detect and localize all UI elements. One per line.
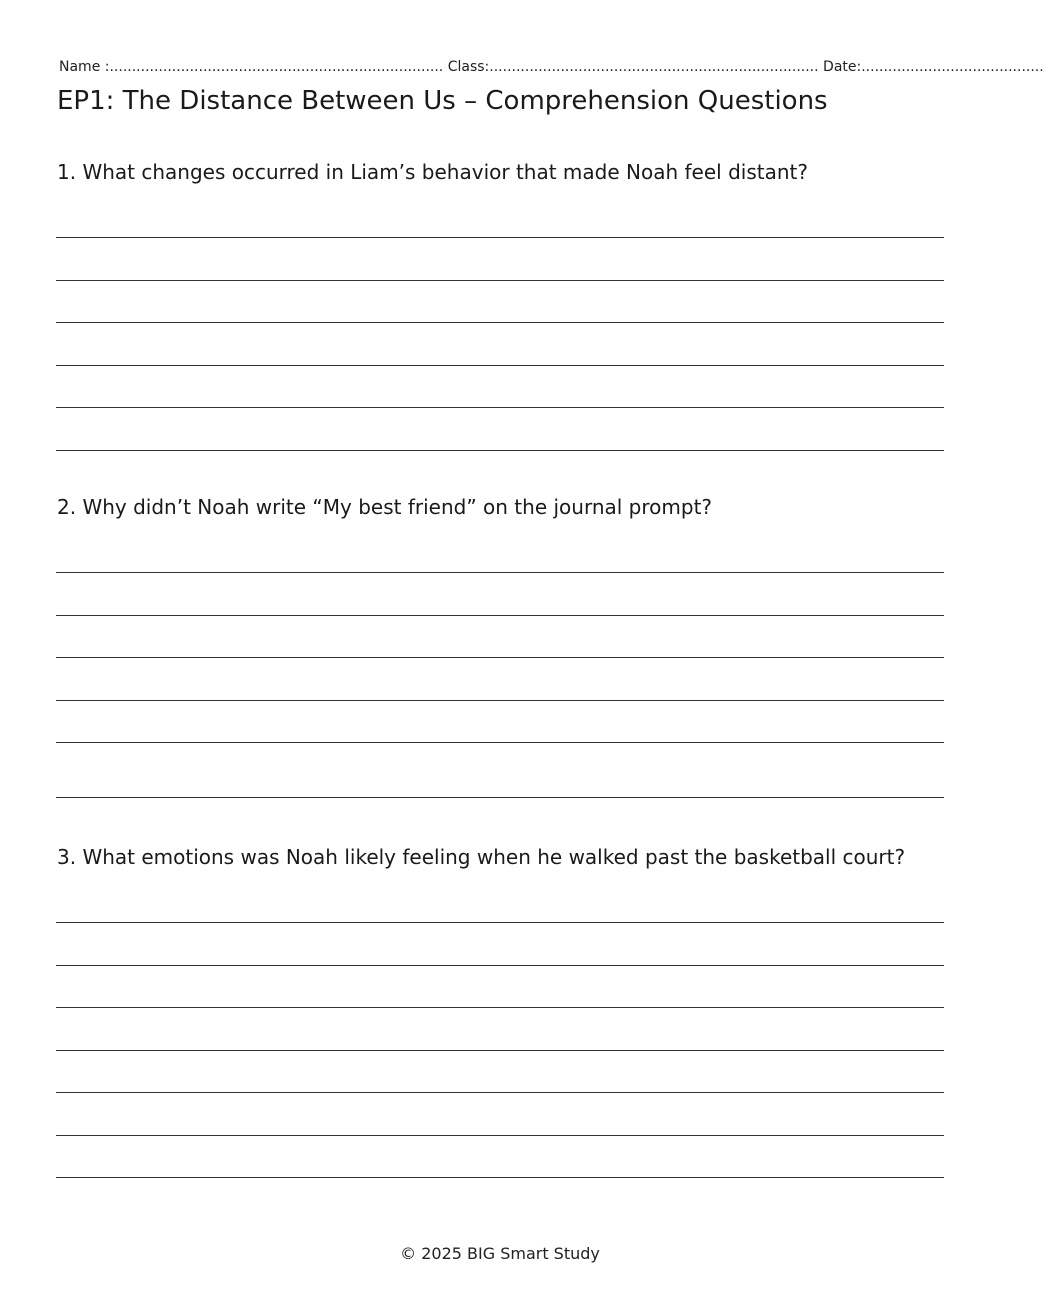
answer-line[interactable] [56, 700, 944, 701]
answer-line[interactable] [56, 1050, 944, 1051]
class-label: Class: [447, 59, 490, 75]
question-2: 2. Why didn’t Noah write “My best friend” on the journal prompt? [57, 495, 713, 519]
date-label: Date: [823, 59, 862, 75]
answer-line[interactable] [56, 615, 944, 616]
name-field[interactable]: ........................................................................... [109, 59, 444, 75]
question-1: 1. What changes occurred in Liam’s behavior that made Noah feel distant? [57, 160, 808, 184]
answer-line[interactable] [56, 450, 944, 451]
answer-line[interactable] [56, 742, 944, 743]
worksheet-title: EP1: The Distance Between Us – Comprehension Questions [57, 86, 828, 116]
answer-line[interactable] [56, 1092, 944, 1093]
answer-line[interactable] [56, 280, 944, 281]
answer-line[interactable] [56, 1007, 944, 1008]
answer-line[interactable] [56, 922, 944, 923]
answer-line[interactable] [56, 797, 944, 798]
class-field[interactable]: .......................................................................... [489, 59, 819, 75]
answer-line[interactable] [56, 1177, 944, 1178]
student-info-header [59, 59, 1044, 75]
question-3: 3. What emotions was Noah likely feeling when he walked past the basketball court? [57, 845, 906, 869]
answer-line[interactable] [56, 1135, 944, 1136]
answer-line[interactable] [56, 322, 944, 323]
date-field[interactable]: ......................................... [861, 59, 1044, 75]
answer-line[interactable] [56, 407, 944, 408]
copyright-footer: © 2025 BIG Smart Study [400, 1244, 600, 1263]
answer-line[interactable] [56, 657, 944, 658]
answer-line[interactable] [56, 365, 944, 366]
name-label: Name : [59, 59, 110, 75]
answer-line[interactable] [56, 965, 944, 966]
answer-line[interactable] [56, 237, 944, 238]
answer-line[interactable] [56, 572, 944, 573]
